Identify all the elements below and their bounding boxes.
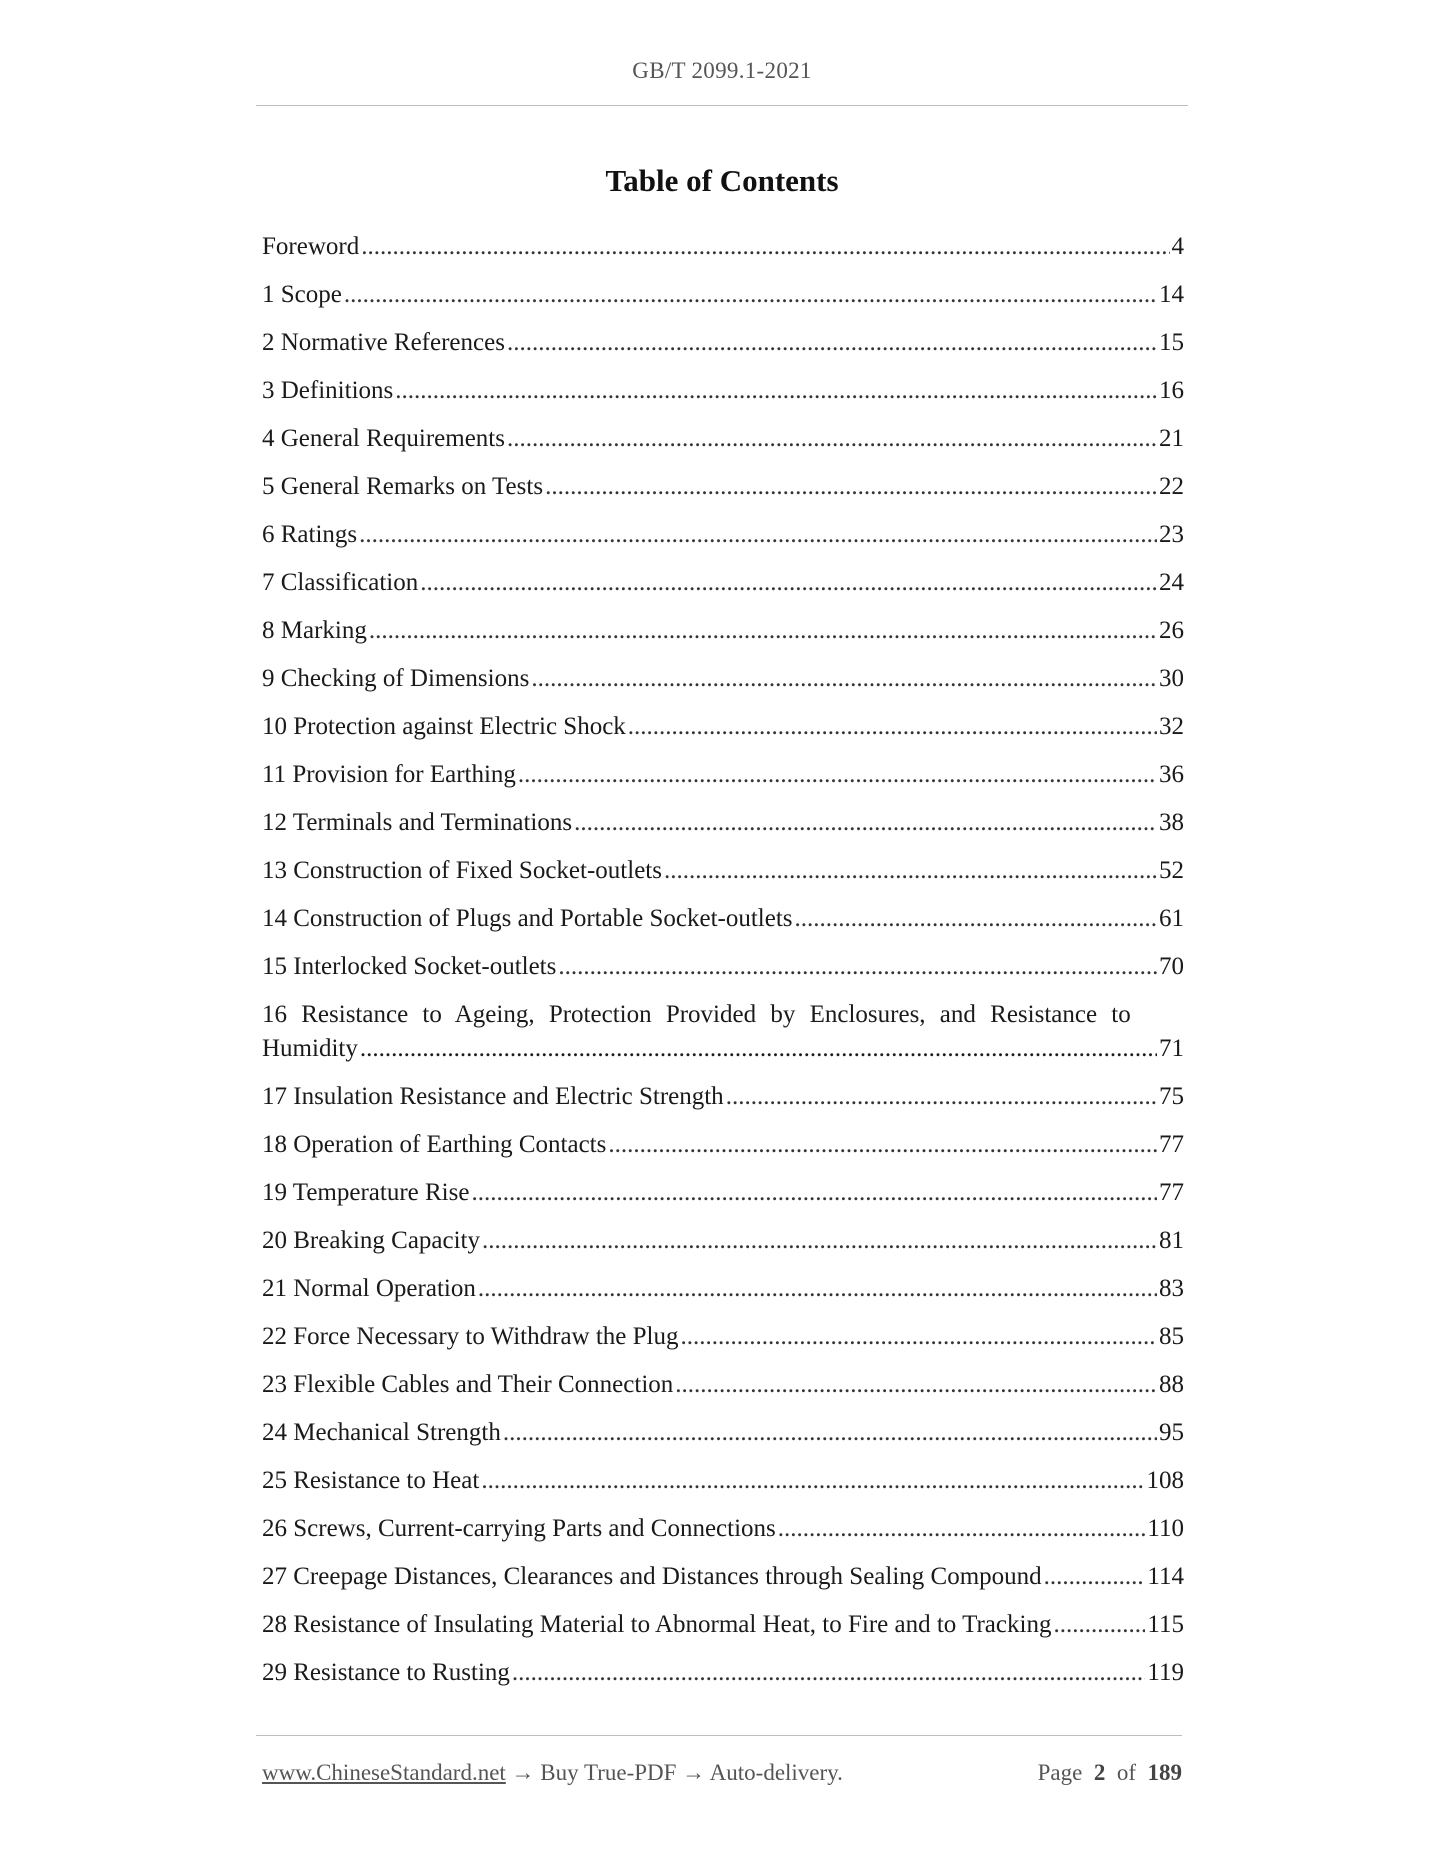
toc-leader-dots (507, 326, 1157, 360)
toc-entry-page: 32 (1159, 713, 1184, 740)
toc-entry-10[interactable] (262, 710, 1184, 758)
toc-entry-title: 15 Interlocked Socket-outlets (262, 953, 557, 980)
toc-leader-dots (518, 758, 1157, 792)
toc-entry-title: 14 Construction of Plugs and Portable Socket-outlets (262, 905, 793, 932)
toc-entry-title: 2 Normative References (262, 329, 505, 356)
total-pages: 189 (1147, 1760, 1182, 1785)
toc-entry-5[interactable] (262, 470, 1184, 518)
toc-leader-dots (471, 1176, 1157, 1210)
toc-entry-page: 77 (1159, 1179, 1184, 1206)
toc-entry-page: 81 (1159, 1227, 1184, 1254)
toc-leader-dots (507, 422, 1157, 456)
toc-leader-dots (481, 1464, 1144, 1498)
toc-leader-dots (558, 950, 1157, 984)
toc-entry-22[interactable] (262, 1320, 1184, 1368)
page-label: Page (1037, 1760, 1083, 1785)
toc-entry-title: 26 Screws, Current-carrying Parts and Connections (262, 1515, 776, 1542)
toc-leader-dots (726, 1080, 1157, 1114)
toc-entry-title: 22 Force Necessary to Withdraw the Plug (262, 1323, 679, 1350)
header-divider (256, 105, 1188, 106)
toc-entry-17[interactable] (262, 1080, 1184, 1128)
toc-entry-19[interactable] (262, 1176, 1184, 1224)
toc-leader-dots (359, 518, 1157, 552)
toc-leader-dots (361, 230, 1169, 264)
toc-entry-21[interactable] (262, 1272, 1184, 1320)
footer-divider (256, 1735, 1182, 1736)
toc-entry-8[interactable] (262, 614, 1184, 662)
website-link[interactable]: www.ChineseStandard.net (262, 1760, 506, 1785)
toc-entry-page: 61 (1159, 905, 1184, 932)
toc-entry-13[interactable] (262, 854, 1184, 902)
toc-entry-page: 26 (1159, 617, 1184, 644)
toc-entry-title: Foreword (262, 233, 360, 260)
toc-leader-dots (675, 1368, 1157, 1402)
toc-leader-dots (369, 614, 1157, 648)
toc-leader-dots (545, 470, 1157, 504)
toc-entry-23[interactable] (262, 1368, 1184, 1416)
toc-leader-dots (512, 1656, 1146, 1690)
toc-leader-dots (608, 1128, 1157, 1162)
toc-entry-foreword[interactable] (262, 230, 1184, 278)
toc-entry-1[interactable] (262, 278, 1184, 326)
toc-leader-dots (531, 662, 1157, 696)
toc-entry-3[interactable] (262, 374, 1184, 422)
toc-entry-title: 9 Checking of Dimensions (262, 665, 530, 692)
toc-entry-20[interactable] (262, 1224, 1184, 1272)
toc-entry-page: 4 (1171, 233, 1184, 260)
toc-entry-4[interactable] (262, 422, 1184, 470)
toc-entry-page: 23 (1159, 521, 1184, 548)
toc-leader-dots (574, 806, 1157, 840)
toc-entry-2[interactable] (262, 326, 1184, 374)
toc-entry-title: 7 Classification (262, 569, 419, 596)
toc-entry-16[interactable] (262, 998, 1184, 1080)
toc-entry-29[interactable] (262, 1656, 1184, 1704)
toc-entry-title-line2: Humidity (262, 1035, 358, 1062)
toc-leader-dots (681, 1320, 1158, 1354)
toc-entry-title: 21 Normal Operation (262, 1275, 476, 1302)
toc-entry-page: 110 (1147, 1515, 1184, 1542)
toc-entry-title: 20 Breaking Capacity (262, 1227, 480, 1254)
toc-entry-page: 22 (1159, 473, 1184, 500)
toc-entry-page: 24 (1159, 569, 1184, 596)
toc-entry-title: 6 Ratings (262, 521, 358, 548)
toc-entry-title: 13 Construction of Fixed Socket-outlets (262, 857, 662, 884)
toc-entry-7[interactable] (262, 566, 1184, 614)
footer-promo (262, 1760, 843, 1786)
toc-entry-title: 29 Resistance to Rusting (262, 1659, 510, 1686)
page-footer (262, 1760, 1182, 1786)
toc-leader-dots (795, 902, 1157, 936)
toc-entry-page: 70 (1159, 953, 1184, 980)
toc-entry-25[interactable] (262, 1464, 1184, 1512)
toc-entry-title: 19 Temperature Rise (262, 1179, 470, 1206)
toc-entry-11[interactable] (262, 758, 1184, 806)
toc-entry-14[interactable] (262, 902, 1184, 950)
table-of-contents (262, 230, 1184, 1704)
toc-entry-title: 12 Terminals and Terminations (262, 809, 573, 836)
toc-leader-dots (395, 374, 1157, 408)
toc-leader-dots (503, 1416, 1157, 1450)
toc-entry-page: 30 (1159, 665, 1184, 692)
toc-entry-title: 11 Provision for Earthing (262, 761, 516, 788)
toc-leader-dots (664, 854, 1157, 888)
toc-entry-title: 5 General Remarks on Tests (262, 473, 544, 500)
toc-entry-page: 71 (1159, 1035, 1184, 1062)
toc-entry-page: 21 (1159, 425, 1184, 452)
toc-entry-12[interactable] (262, 806, 1184, 854)
toc-leader-dots (478, 1272, 1157, 1306)
toc-entry-page: 83 (1159, 1275, 1184, 1302)
of-label: of (1116, 1760, 1136, 1785)
toc-leader-dots (628, 710, 1157, 744)
toc-entry-title: 3 Definitions (262, 377, 394, 404)
toc-entry-page: 38 (1159, 809, 1184, 836)
toc-entry-page: 88 (1159, 1371, 1184, 1398)
toc-leader-dots (1053, 1608, 1145, 1642)
document-header: GB/T 2099.1-2021 (632, 58, 812, 83)
page-title: Table of Contents (605, 163, 839, 198)
toc-entry-24[interactable] (262, 1416, 1184, 1464)
toc-entry-title: 8 Marking (262, 617, 367, 644)
toc-entry-27[interactable] (262, 1560, 1184, 1608)
toc-leader-dots (360, 1032, 1157, 1066)
toc-entry-page: 108 (1146, 1467, 1184, 1494)
toc-entry-15[interactable] (262, 950, 1184, 998)
toc-entry-26[interactable] (262, 1512, 1184, 1560)
toc-entry-28[interactable] (262, 1608, 1184, 1656)
toc-leader-dots (482, 1224, 1157, 1258)
toc-entry-page: 36 (1159, 761, 1184, 788)
toc-entry-page: 119 (1147, 1659, 1184, 1686)
toc-entry-page: 16 (1159, 377, 1184, 404)
toc-leader-dots (778, 1512, 1146, 1546)
toc-entry-title: 27 Creepage Distances, Clearances and Distances through Sealing Compound (262, 1563, 1042, 1590)
toc-leader-dots (344, 278, 1157, 312)
toc-entry-page: 15 (1159, 329, 1184, 356)
toc-leader-dots (1044, 1560, 1146, 1594)
toc-entry-title-line1: 16 Resistance to Ageing, Protection Provided by Enclosures, and Resistance to (262, 1001, 1131, 1028)
toc-entry-title: 23 Flexible Cables and Their Connection (262, 1371, 674, 1398)
toc-entry-page: 77 (1159, 1131, 1184, 1158)
toc-entry-title: 25 Resistance to Heat (262, 1467, 480, 1494)
page-number (1038, 1760, 1182, 1786)
current-page: 2 (1093, 1760, 1106, 1785)
toc-entry-page: 115 (1147, 1611, 1184, 1638)
toc-entry-page: 114 (1147, 1563, 1184, 1590)
toc-entry-title: 10 Protection against Electric Shock (262, 713, 626, 740)
toc-entry-title: 17 Insulation Resistance and Electric Strength (262, 1083, 724, 1110)
toc-entry-9[interactable] (262, 662, 1184, 710)
toc-entry-title: 1 Scope (262, 281, 342, 308)
toc-entry-page: 95 (1159, 1419, 1184, 1446)
footer-promo-text: → Buy True-PDF → Auto-delivery. (511, 1760, 843, 1785)
toc-entry-18[interactable] (262, 1128, 1184, 1176)
toc-entry-page: 85 (1159, 1323, 1184, 1350)
toc-entry-title: 18 Operation of Earthing Contacts (262, 1131, 607, 1158)
toc-entry-title: 24 Mechanical Strength (262, 1419, 501, 1446)
toc-entry-title: 4 General Requirements (262, 425, 505, 452)
toc-leader-dots (420, 566, 1157, 600)
toc-entry-title: 28 Resistance of Insulating Material to Abnormal Heat, to Fire and to Tracking (262, 1611, 1052, 1638)
toc-entry-6[interactable] (262, 518, 1184, 566)
toc-entry-page: 14 (1159, 281, 1184, 308)
toc-entry-page: 52 (1159, 857, 1184, 884)
toc-entry-page: 75 (1159, 1083, 1184, 1110)
